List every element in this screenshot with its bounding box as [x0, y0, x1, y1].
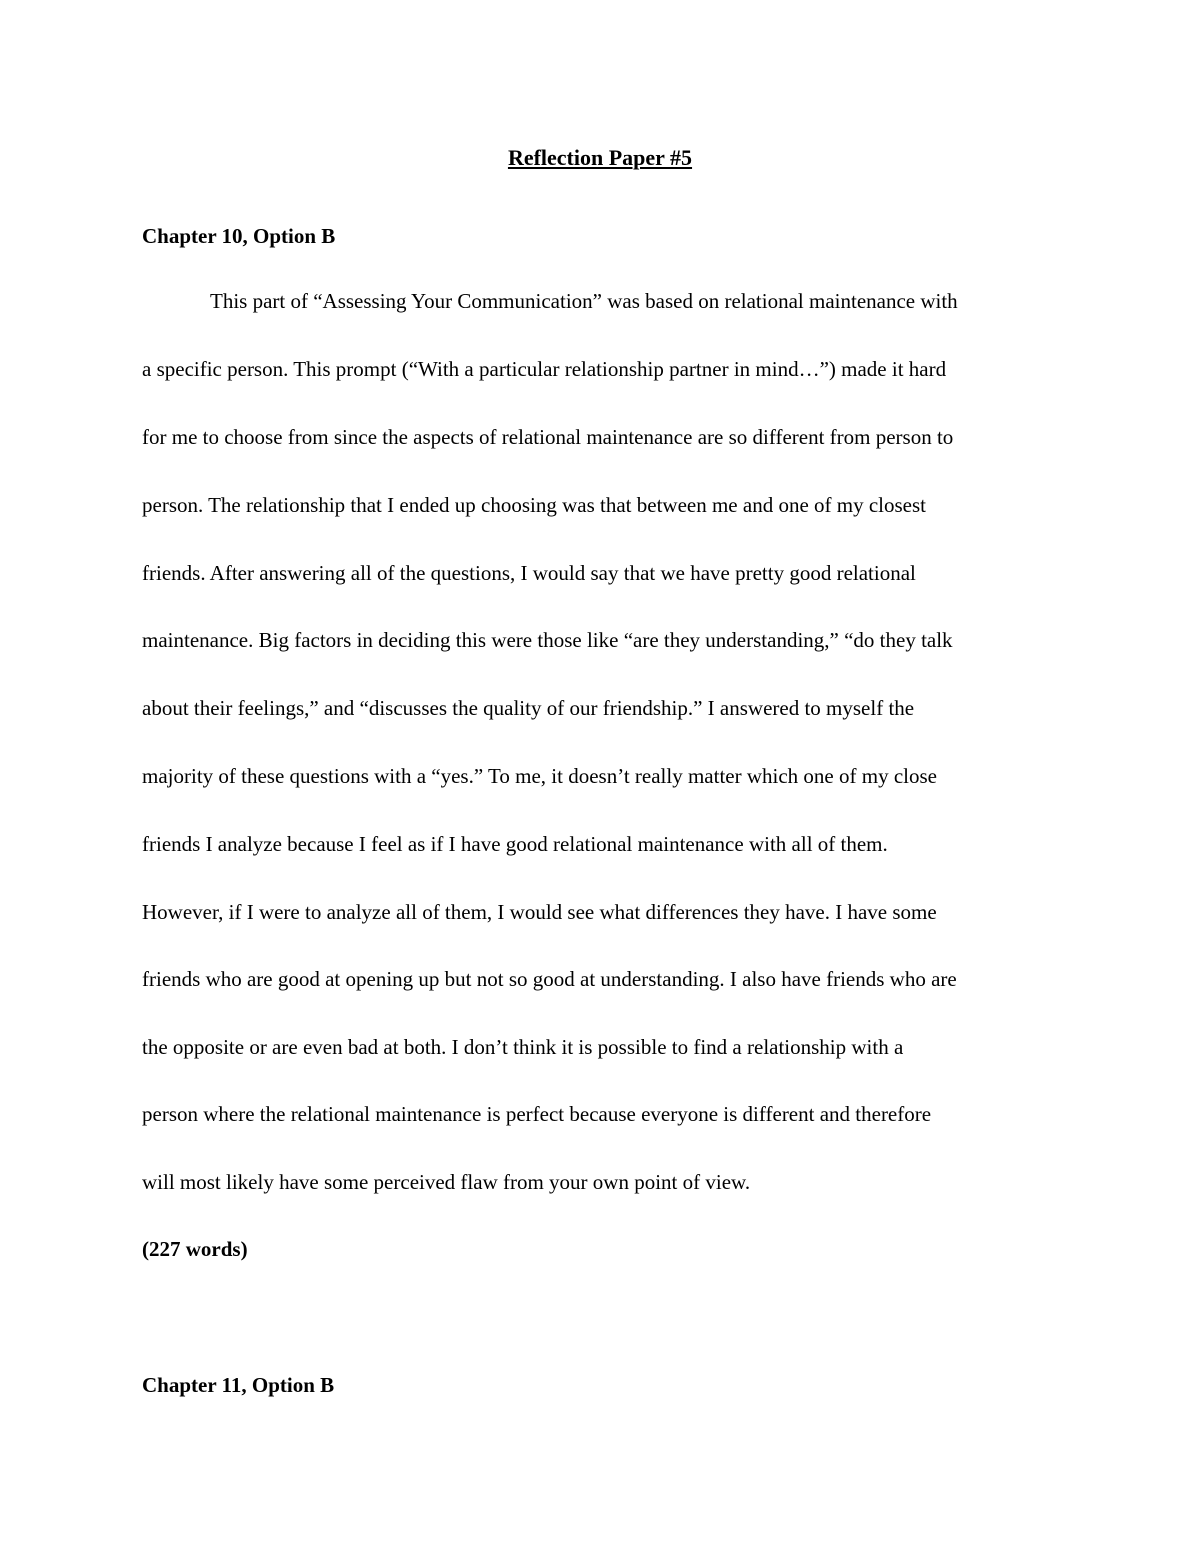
document-title: Reflection Paper #5	[507, 145, 693, 170]
paragraph-line: friends. After answering all of the questions, I would say that we have pretty good relational	[142, 561, 916, 585]
paragraph-line: maintenance. Big factors in deciding this were those like “are they understanding,” “do they talk	[142, 628, 953, 652]
paragraph-line: friends I analyze because I feel as if I have good relational maintenance with all of them.	[142, 832, 888, 856]
paragraph-line: However, if I were to analyze all of them, I would see what differences they have. I have some	[142, 900, 937, 924]
section-heading-chapter-11: Chapter 11, Option B	[142, 1373, 335, 1397]
paragraph-line: This part of “Assessing Your Communication” was based on relational maintenance with	[210, 289, 958, 313]
word-count: (227 words)	[142, 1237, 248, 1261]
section-heading-chapter-10: Chapter 10, Option B	[142, 224, 336, 248]
paragraph-line: friends who are good at opening up but not so good at understanding. I also have friends who are	[142, 967, 957, 991]
paragraph-line: person where the relational maintenance is perfect because everyone is different and therefore	[142, 1102, 932, 1126]
paragraph-line: majority of these questions with a “yes.” To me, it doesn’t really matter which one of my close	[142, 764, 937, 788]
paragraph-line: will most likely have some perceived flaw from your own point of view.	[142, 1170, 751, 1194]
paragraph-line: a specific person. This prompt (“With a particular relationship partner in mind…”) made it hard	[142, 357, 947, 381]
paragraph-line: person. The relationship that I ended up choosing was that between me and one of my closest	[142, 493, 926, 517]
paragraph-line: the opposite or are even bad at both. I don’t think it is possible to find a relationship with a	[142, 1035, 904, 1059]
paragraph-line: about their feelings,” and “discusses the quality of our friendship.” I answered to myself the	[142, 696, 915, 720]
paragraph-line: for me to choose from since the aspects of relational maintenance are so different from person to	[142, 425, 954, 449]
